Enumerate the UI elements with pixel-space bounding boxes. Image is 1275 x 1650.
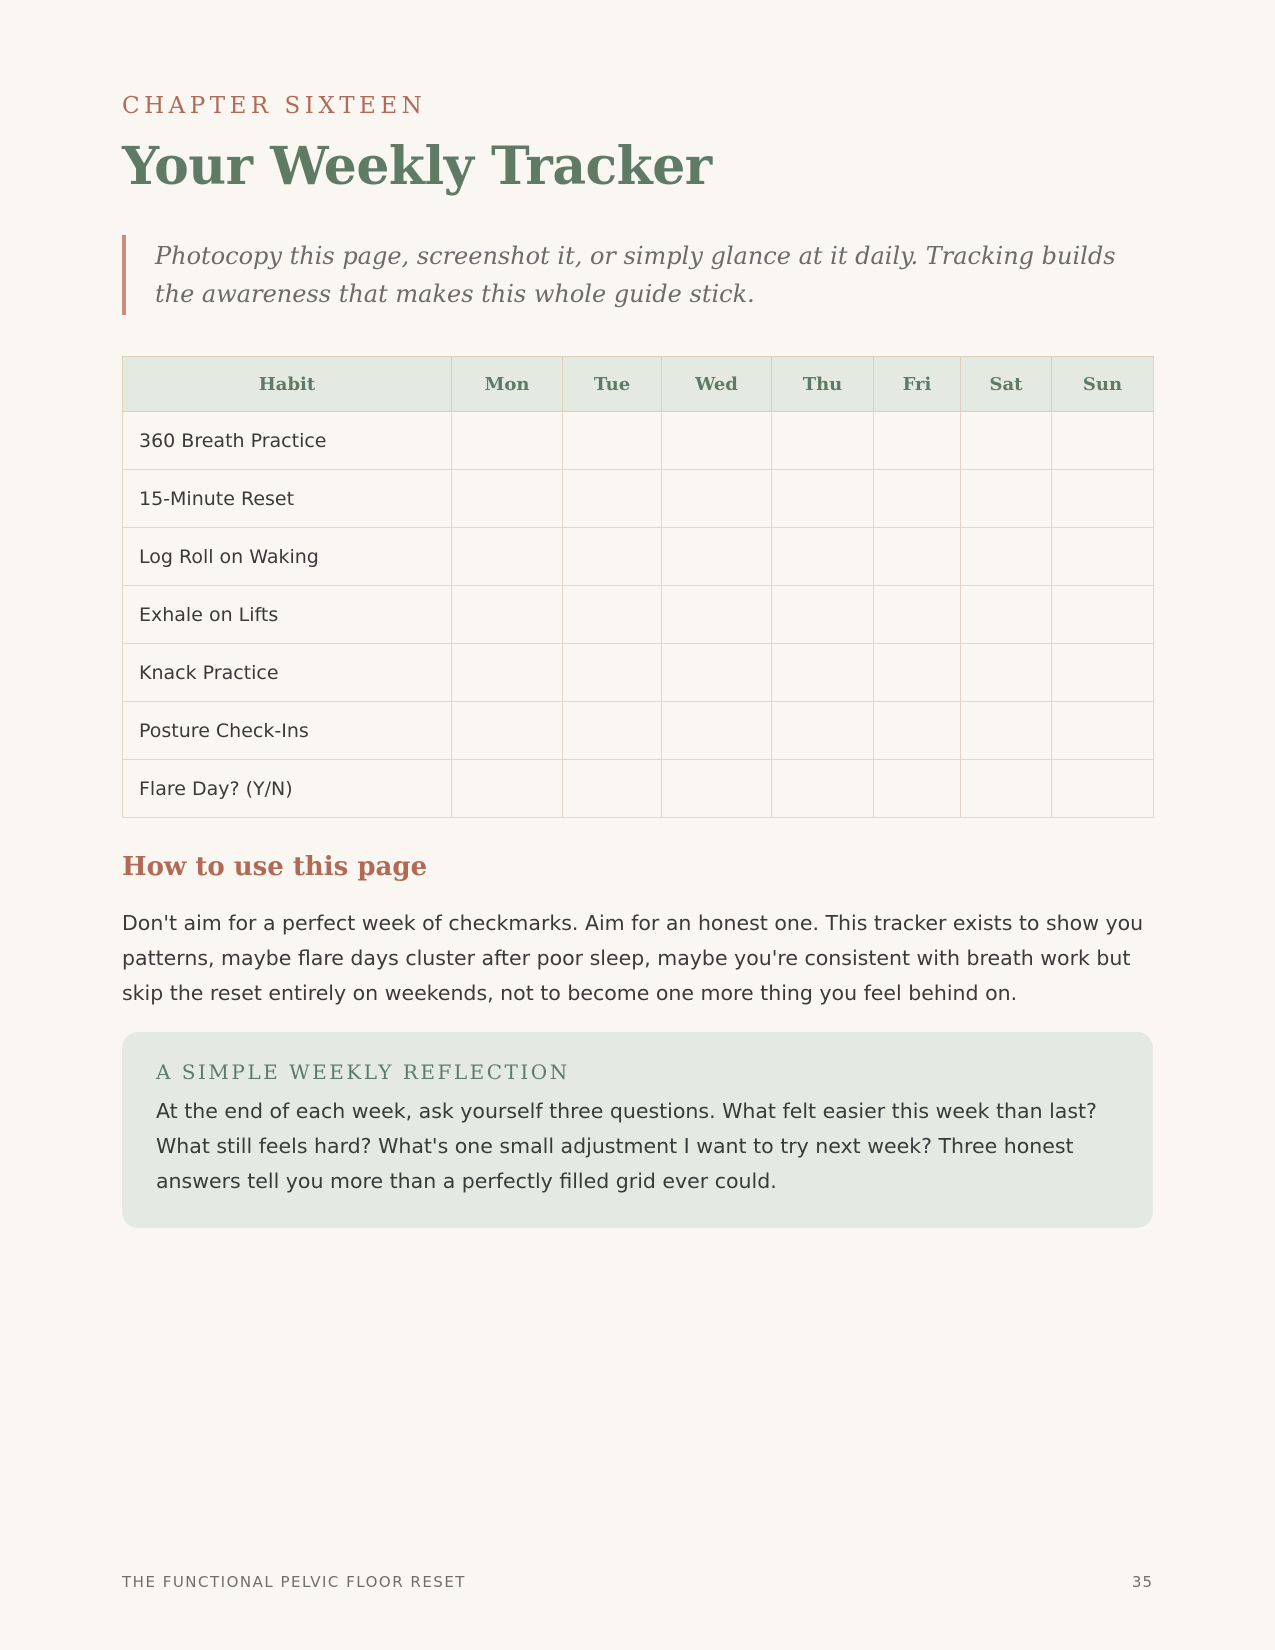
footer-page-number: 35	[1131, 1573, 1153, 1591]
habit-name: Knack Practice	[123, 644, 452, 702]
check-cell	[662, 412, 772, 470]
check-cell	[772, 586, 874, 644]
check-cell	[1052, 702, 1154, 760]
table-row	[123, 470, 1154, 528]
column-header-fri: Fri	[874, 357, 961, 412]
habit-name: Flare Day? (Y/N)	[123, 760, 452, 818]
check-cell	[452, 702, 563, 760]
check-cell	[452, 644, 563, 702]
habit-name: Log Roll on Waking	[123, 528, 452, 586]
habit-name: Posture Check-Ins	[123, 702, 452, 760]
check-cell	[563, 644, 662, 702]
chapter-label: CHAPTER SIXTEEN	[122, 93, 427, 119]
reflection-title: A SIMPLE WEEKLY REFLECTION	[156, 1060, 570, 1084]
check-cell	[452, 760, 563, 818]
check-cell	[772, 412, 874, 470]
check-cell	[961, 760, 1052, 818]
how-to-heading: How to use this page	[122, 852, 428, 882]
check-cell	[662, 702, 772, 760]
reflection-callout	[122, 1032, 1153, 1228]
check-cell	[452, 528, 563, 586]
check-cell	[452, 586, 563, 644]
check-cell	[452, 412, 563, 470]
check-cell	[1052, 644, 1154, 702]
table-row	[123, 760, 1154, 818]
habit-name: Exhale on Lifts	[123, 586, 452, 644]
check-cell	[874, 412, 961, 470]
check-cell	[1052, 586, 1154, 644]
check-cell	[874, 528, 961, 586]
check-cell	[874, 470, 961, 528]
habit-name: 15-Minute Reset	[123, 470, 452, 528]
column-header-sun: Sun	[1052, 357, 1154, 412]
check-cell	[563, 760, 662, 818]
table-row	[123, 586, 1154, 644]
check-cell	[874, 702, 961, 760]
how-to-body: Don't aim for a perfect week of checkmarks. Aim for an honest one. This tracker exists to show you patterns, maybe flare days cluster after poor sleep, maybe you're consistent with breath work but skip the reset entirely on weekends, not to become one more thing you feel behind on.	[122, 911, 1144, 1005]
check-cell	[662, 644, 772, 702]
table-row	[123, 528, 1154, 586]
table-row	[123, 702, 1154, 760]
check-cell	[961, 702, 1052, 760]
check-cell	[961, 412, 1052, 470]
check-cell	[874, 644, 961, 702]
reflection-body: At the end of each week, ask yourself three questions. What felt easier this week than last? What still feels hard? What's one small adjustment I want to try next week? Three honest answers tell you more than a perfectly filled grid ever could.	[156, 1099, 1097, 1193]
check-cell	[1052, 760, 1154, 818]
check-cell	[772, 528, 874, 586]
intro-quote: Photocopy this page, screenshot it, or simply glance at it daily. Tracking builds the awareness that makes this whole guide stick.	[122, 235, 1153, 315]
check-cell	[772, 702, 874, 760]
page-title: Your Weekly Tracker	[122, 136, 712, 197]
check-cell	[961, 586, 1052, 644]
check-cell	[961, 528, 1052, 586]
check-cell	[662, 470, 772, 528]
column-header-tue: Tue	[563, 357, 662, 412]
column-header-habit: Habit	[123, 357, 452, 412]
check-cell	[662, 760, 772, 818]
check-cell	[662, 586, 772, 644]
table-row	[123, 412, 1154, 470]
check-cell	[772, 760, 874, 818]
column-header-wed: Wed	[662, 357, 772, 412]
check-cell	[563, 412, 662, 470]
check-cell	[961, 470, 1052, 528]
column-header-sat: Sat	[961, 357, 1052, 412]
check-cell	[563, 586, 662, 644]
check-cell	[1052, 412, 1154, 470]
check-cell	[563, 528, 662, 586]
check-cell	[563, 702, 662, 760]
check-cell	[772, 470, 874, 528]
column-header-mon: Mon	[452, 357, 563, 412]
check-cell	[452, 470, 563, 528]
check-cell	[1052, 470, 1154, 528]
habit-name: 360 Breath Practice	[123, 412, 452, 470]
table-header-row	[123, 357, 1154, 412]
check-cell	[662, 528, 772, 586]
weekly-tracker-table	[122, 356, 1154, 818]
check-cell	[874, 760, 961, 818]
check-cell	[1052, 528, 1154, 586]
check-cell	[772, 644, 874, 702]
footer-book-title: THE FUNCTIONAL PELVIC FLOOR RESET	[122, 1573, 466, 1591]
table-row	[123, 644, 1154, 702]
column-header-thu: Thu	[772, 357, 874, 412]
check-cell	[874, 586, 961, 644]
check-cell	[563, 470, 662, 528]
check-cell	[961, 644, 1052, 702]
